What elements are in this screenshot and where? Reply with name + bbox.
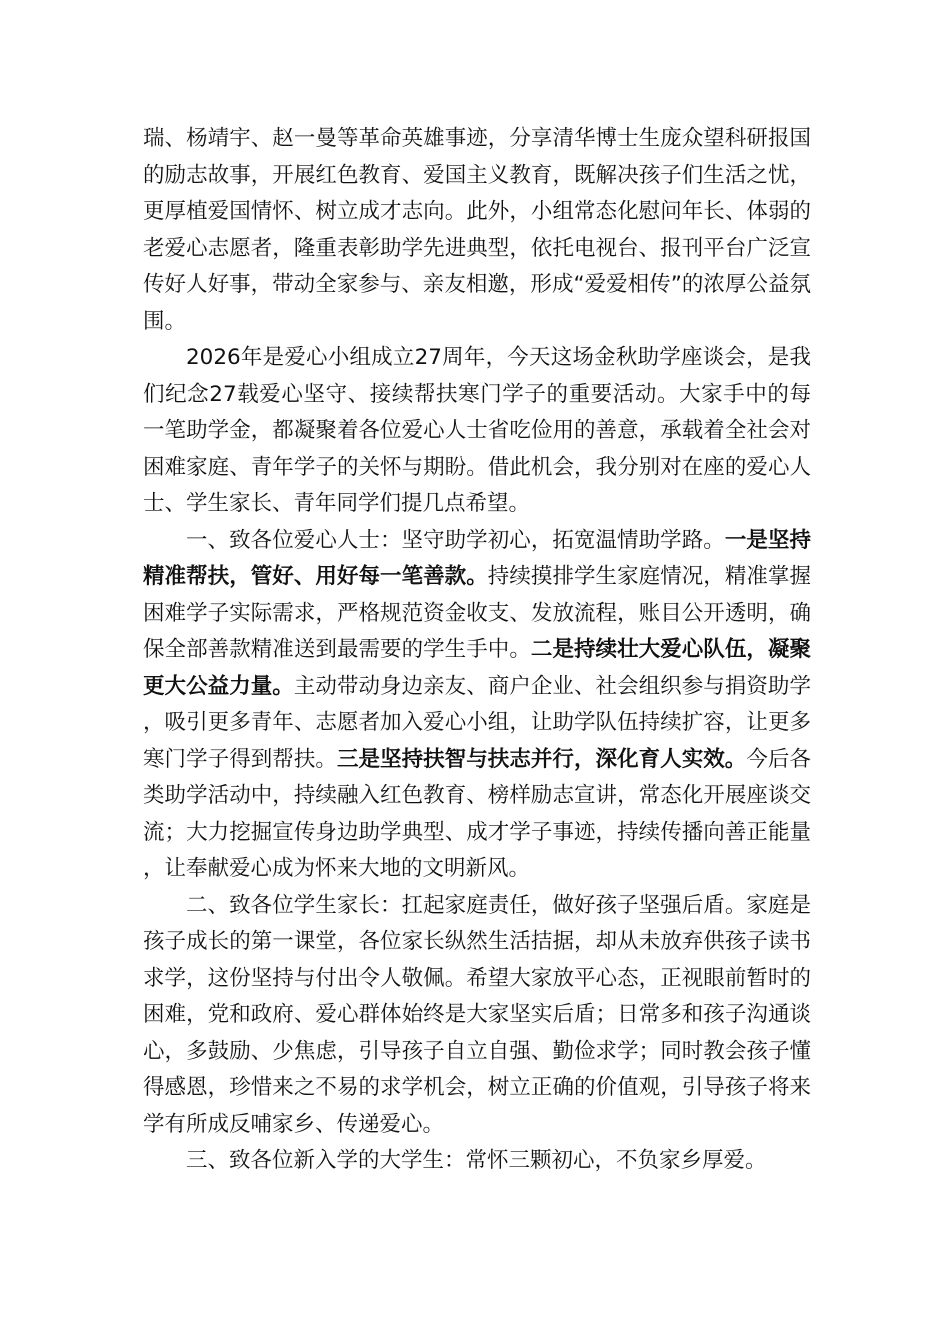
paragraph-text: 2026年是爱心小组成立27周年，今天这场金秋助学座谈会，是我们纪念27载爱心坚守、接续帮扶寒门学子的重要活动。大家手中的每一笔助学金，都凝聚着各位爱心人士省吃俭用的善意，承载着全社会对困难家庭、青年学子的关怀与期盼。借此机会，我分别对在座的爱心人士、学生家长、青年同学们提几点希望。 bbox=[143, 345, 811, 516]
paragraph-text: 今后各类助学活动中，持续融入红色教育、榜样励志宣讲，常态化开展座谈交流；大力挖掘宣传身边助学典型、成才学子事迹，持续传播向善正能量，让奉献爱心成为怀来大地的文明新风。 bbox=[143, 746, 811, 881]
bold-point-three: 三是坚持扶智与扶志并行，深化育人实效。 bbox=[336, 746, 747, 772]
paragraph-text: 二、致各位学生家长：扛起家庭责任，做好孩子坚强后盾。家庭是孩子成长的第一课堂，各位家长纵然生活拮据，却从未放弃供孩子读书求学，这份坚持与付出令人敬佩。希望大家放平心态，正视眼前暂时的困难，党和政府、爱心群体始终是大家坚实后盾；日常多和孩子沟通谈心，多鼓励、少焦虑，引导孩子自立自强、勤俭求学；同时教会孩子懂得感恩，珍惜来之不易的求学机会，树立正确的价值观，引导孩子将来学有所成反哺家乡、传递爱心。 bbox=[143, 892, 811, 1137]
paragraph-text: 持续摸排学生家庭情况，精准掌握困难学子实际需求，严格规范资金收支、发放流程，账目公开透明，确保全部善款精准送到最需要的学生手中。 bbox=[143, 564, 811, 662]
section-heading-students: 三、致各位新入学的大学生：常怀三颗初心，不负家乡厚爱。 bbox=[186, 1148, 767, 1173]
paragraph-to-donors bbox=[143, 523, 811, 888]
section-heading-donors: 一、致各位爱心人士：坚守助学初心，拓宽温情助学路。 bbox=[186, 527, 725, 553]
paragraph-to-students bbox=[143, 1143, 811, 1180]
paragraph-anniversary bbox=[143, 340, 811, 523]
paragraph-to-parents bbox=[143, 888, 811, 1144]
bold-point-two: 二是持续壮大爱心队伍，凝聚更大公益力量。 bbox=[143, 637, 811, 699]
document-page bbox=[143, 121, 811, 1180]
bold-point-one: 一是坚持精准帮扶，管好、用好每一笔善款。 bbox=[143, 527, 811, 589]
paragraph-text: 瑞、杨靖宇、赵一曼等革命英雄事迹，分享清华博士生庞众望科研报国的励志故事，开展红色教育、爱国主义教育，既解决孩子们生活之忧，更厚植爱国情怀、树立成才志向。此外，小组常态化慰问年长、体弱的老爱心志愿者，隆重表彰助学先进典型，依托电视台、报刊平台广泛宣传好人好事，带动全家参与、亲友相邀，形成“爱爱相传”的浓厚公益氛围。 bbox=[143, 126, 811, 334]
paragraph-text: 主动带动身边亲友、商户企业、社会组织参与捐资助学，吸引更多青年、志愿者加入爱心小组，让助学队伍持续扩容，让更多寒门学子得到帮扶。 bbox=[143, 673, 811, 772]
paragraph-heroes-story bbox=[143, 121, 811, 340]
